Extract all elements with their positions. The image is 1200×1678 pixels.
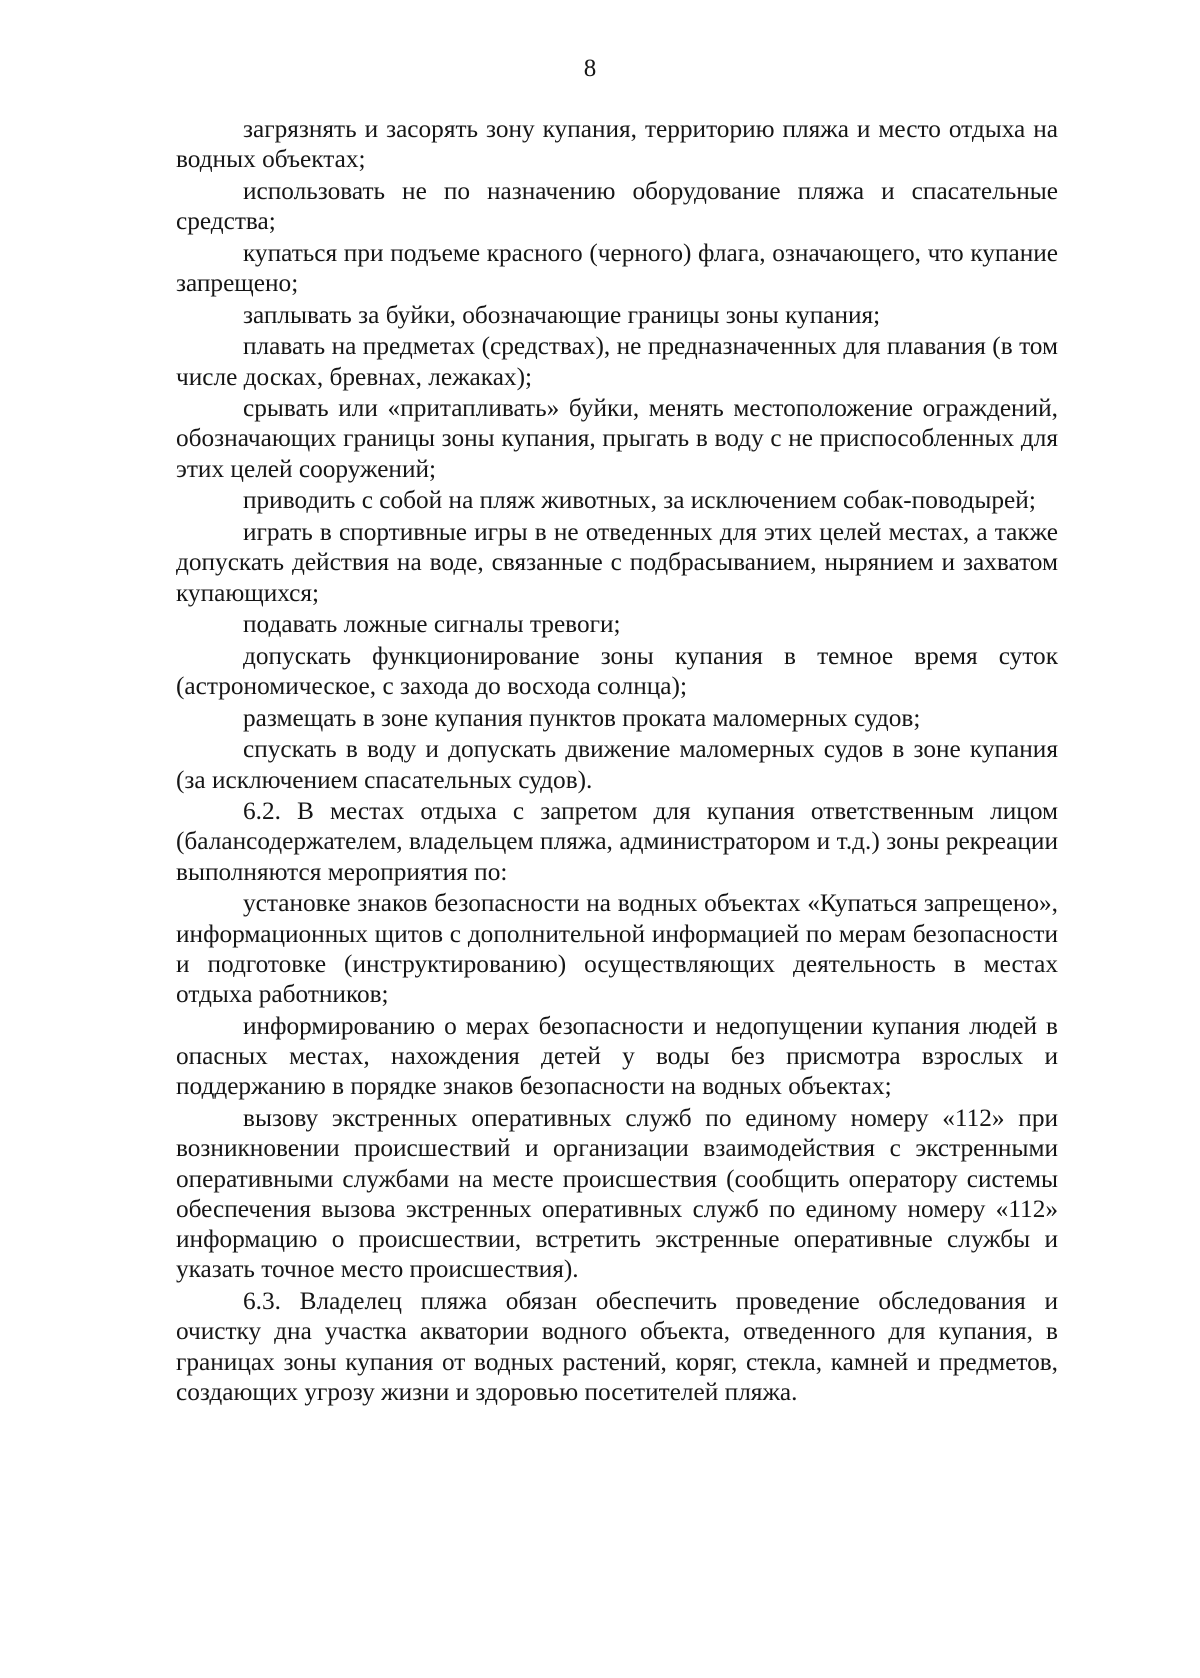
paragraph-equipment-misuse: использовать не по назначению оборудование пляжа и спасательные средства; [176,176,1058,236]
paragraph-rental-points: размещать в зоне купания пунктов проката маломерных судов; [243,703,921,732]
paragraph-buoys-swim: заплывать за буйки, обозначающие границы зоны купания; [243,300,881,329]
paragraph-section-6-2: 6.2. В местах отдыха с запретом для купания ответственным лицом (балансодержателем, владельцем пляжа, администратором и т.д.) зоны рекреации выполняются мероприятия по: [176,797,1058,886]
page-number: 8 [583,55,597,82]
paragraph-section-6-3: 6.3. Владелец пляжа обязан обеспечить проведение обследования и очистку дна участка акватории водного объекта, отведенного для купания, в границах зоны купания от водных растений, коряг, стекла, камней и предметов, создающих угрозу жизни и здоровью посетителей пляжа. [176,1287,1058,1406]
document-body [176,114,1058,1409]
paragraph-sports-games: играть в спортивные игры в не отведенных для этих целей местах, а также допускать действия на воде, связанные с подбрасыванием, нырянием и захватом купающихся; [176,517,1058,607]
paragraph-safety-info: информированию о мерах безопасности и недопущении купания людей в опасных местах, нахождения детей у воды без присмотра взрослых и поддержанию в порядке знаков безопасности на водных объектах; [176,1011,1058,1101]
paragraph-emergency-112: вызову экстренных оперативных служб по единому номеру «112» при возникновении происшествий и организации взаимодействия с экстренными оперативными службами на месте происшествия (сообщить оператору системы обеспечения вызова экстренных оперативных служб по единому номеру «112» информацию о происшествии, встретить экстренные оперативные службы и указать точное место происшествия). [176,1103,1058,1284]
paragraph-no-littering: загрязнять и засорять зону купания, территорию пляжа и место отдыха на водных объектах; [176,115,1058,174]
paragraph-night-operation: допускать функционирование зоны купания в темное время суток (астрономическое, с захода до восхода солнца); [176,641,1058,701]
paragraph-animals: приводить с собой на пляж животных, за исключением собак-поводырей; [243,486,1036,515]
paragraph-safety-signs: установке знаков безопасности на водных объектах «Купаться запрещено», информационных щитов с дополнительной информацией по мерам безопасности и подготовке (инструктированию) осуществляющих деятельность в местах отдыха работников; [176,889,1058,1009]
paragraph-small-vessels: спускать в воду и допускать движение маломерных судов в зоне купания (за исключением спасательных судов). [176,735,1058,794]
paragraph-buoy-tampering: срывать или «притапливать» буйки, менять местоположение ограждений, обозначающих границы зоны купания, прыгать в воду с не приспособленных для этих целей сооружений; [176,394,1058,483]
paragraph-false-alarms: подавать ложные сигналы тревоги; [243,610,621,639]
paragraph-red-flag: купаться при подъеме красного (черного) флага, означающего, что купание запрещено; [176,238,1058,298]
paragraph-floating-objects: плавать на предметах (средствах), не предназначенных для плавания (в том числе досках, бревнах, лежаках); [176,332,1058,391]
